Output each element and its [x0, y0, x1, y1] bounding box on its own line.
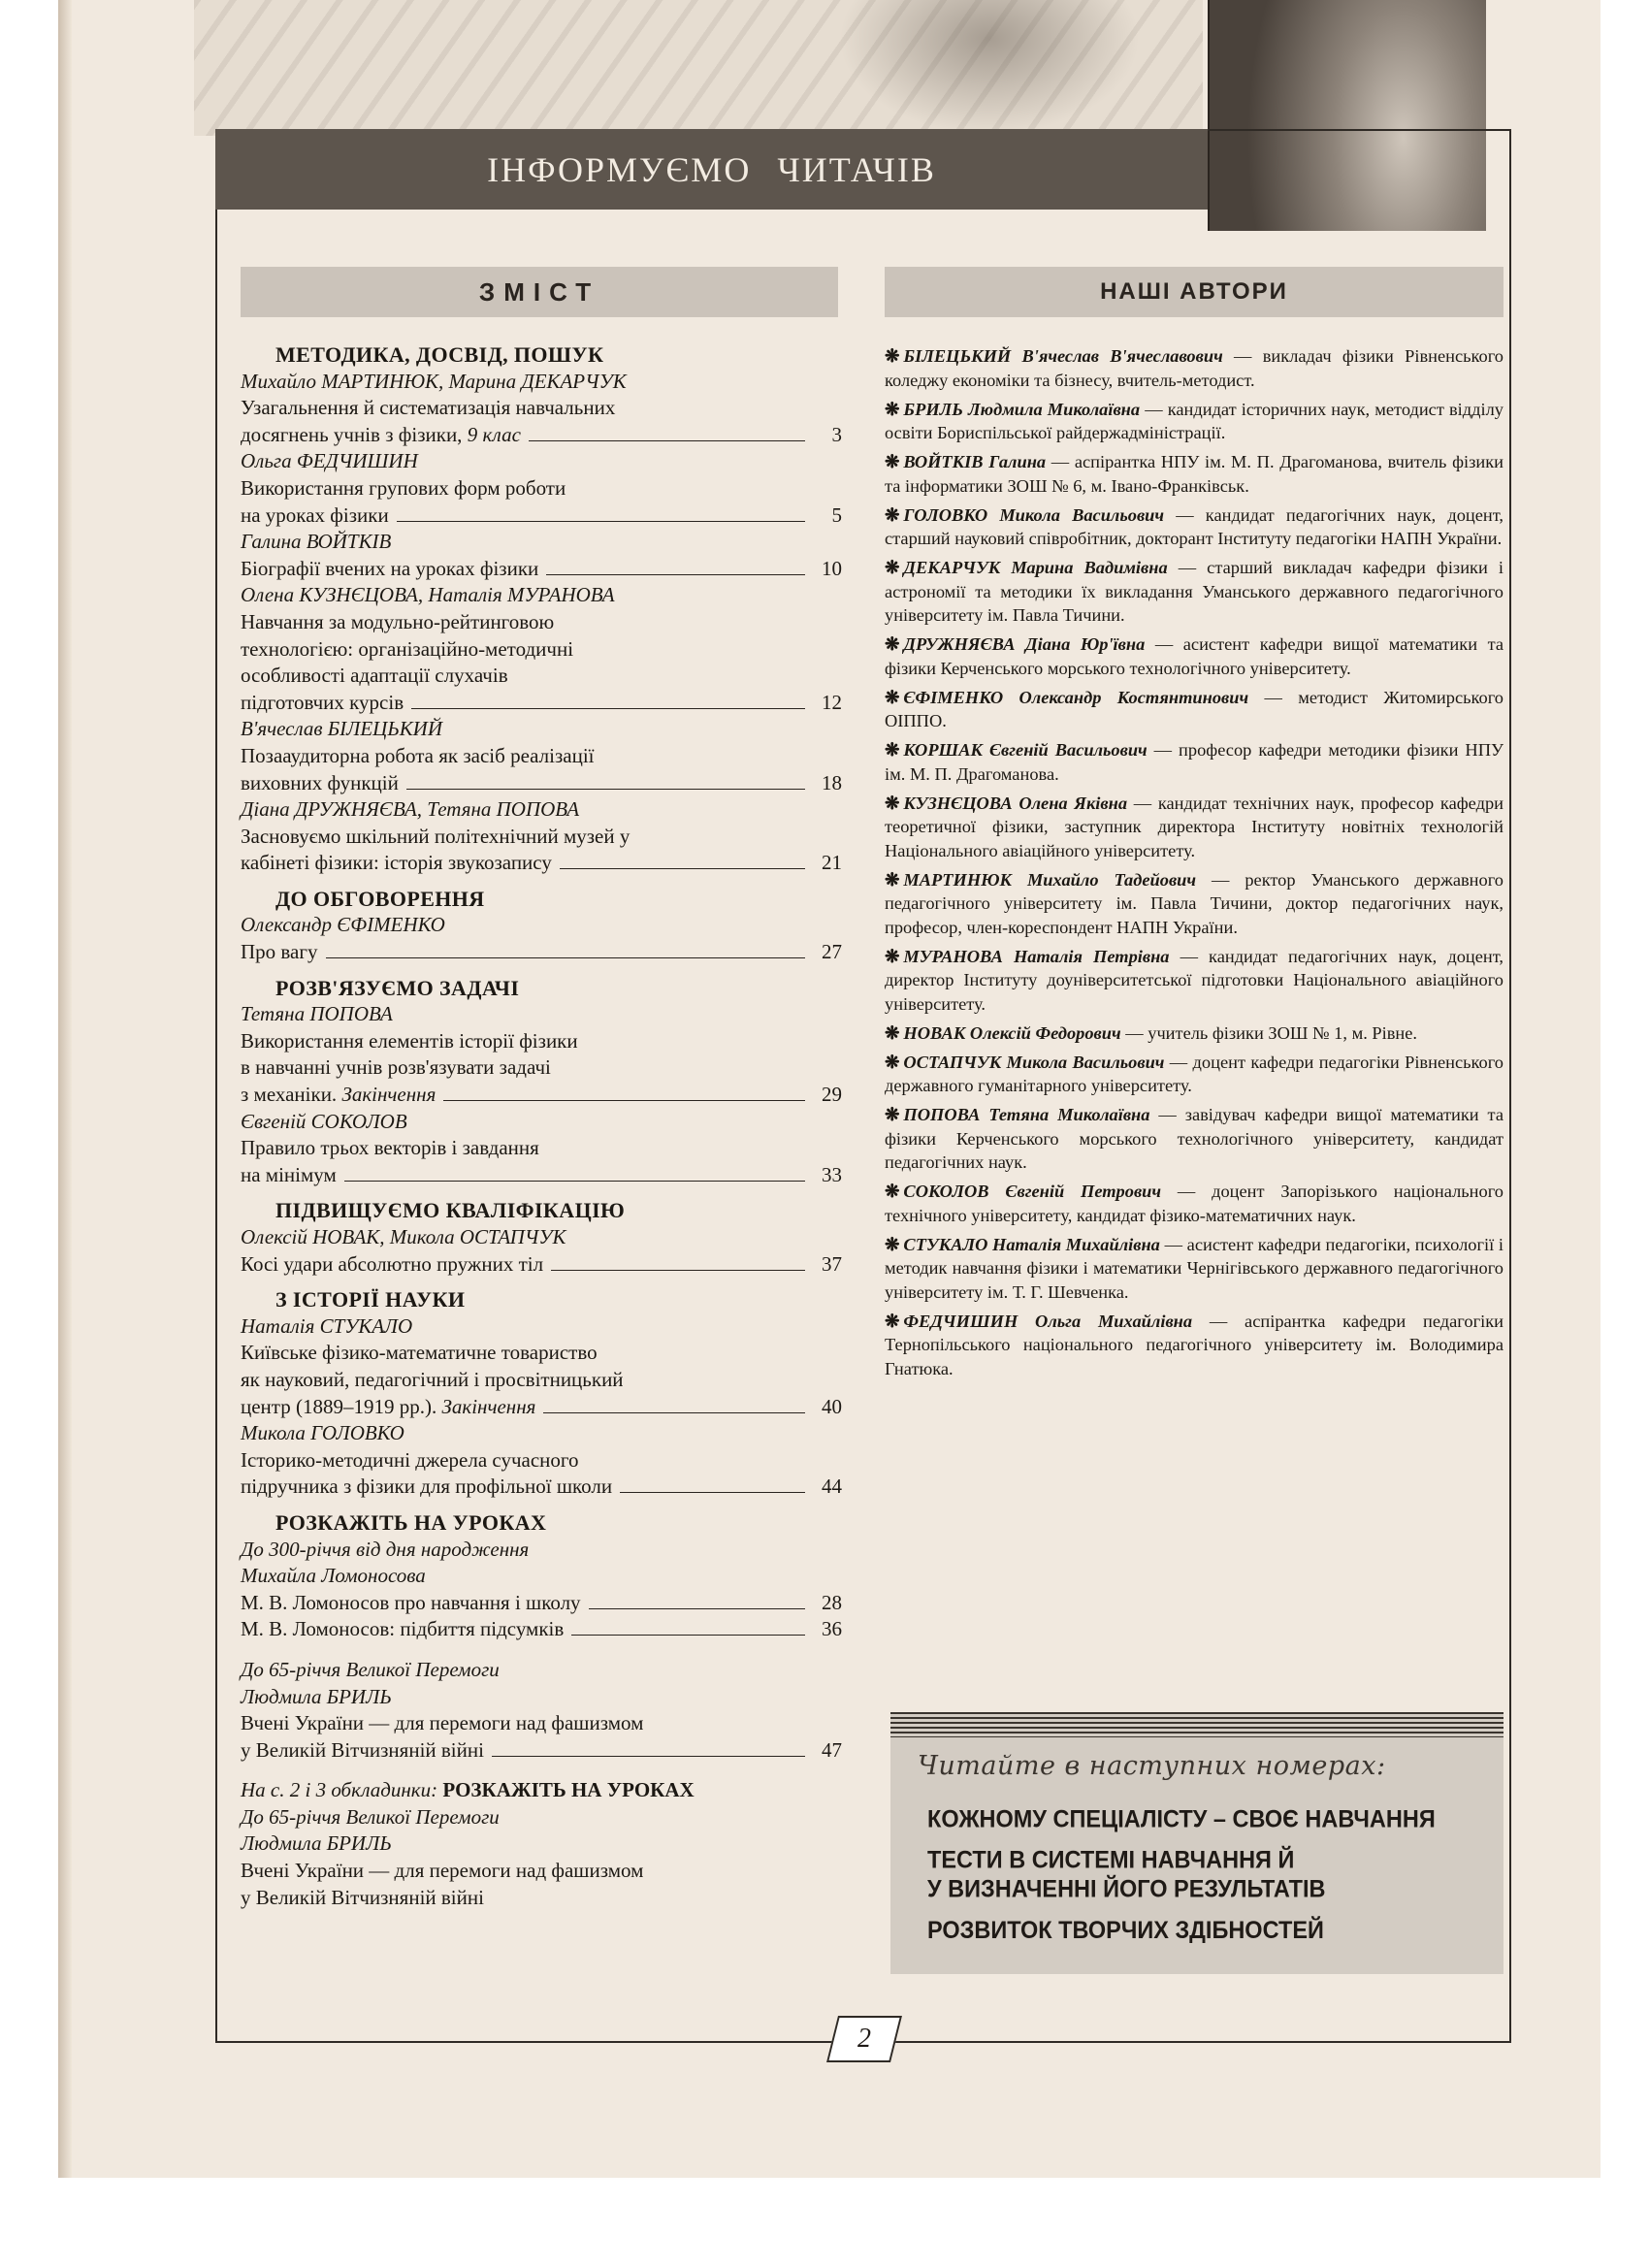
toc-page-number: 40 — [822, 1394, 842, 1418]
toc-author: Михайло МАРТИНЮК, Марина ДЕКАРЧУК — [241, 369, 627, 393]
toc-entry — [241, 1394, 842, 1421]
star-bullet-icon: ❋ — [885, 346, 900, 366]
toc-leader-line — [620, 1474, 805, 1493]
author-description: — викладач фізики Рівненського коледжу економіки та бізнесу, вчитель-методист. — [885, 346, 1504, 390]
author-entry — [885, 1310, 1504, 1381]
toc-entry — [241, 1616, 842, 1643]
star-bullet-icon: ❋ — [885, 1052, 900, 1072]
toc-page-number: 12 — [822, 690, 842, 714]
toc-leader-line — [543, 1395, 805, 1413]
author-entry — [885, 503, 1504, 551]
toc-entry — [241, 422, 842, 449]
star-bullet-icon: ❋ — [885, 558, 900, 577]
toc-page-number: 27 — [822, 940, 842, 964]
author-name: ДЕКАРЧУК Марина Вадимівна — [903, 558, 1168, 577]
star-bullet-icon: ❋ — [885, 687, 900, 707]
author-description: — асистент кафедри вищої математики та фізики Керченського морського технологічного університету. — [885, 634, 1504, 678]
toc-page-number: 3 — [831, 422, 842, 446]
author-name: ОСТАПЧУК Микола Васильович — [903, 1052, 1165, 1072]
toc-entry — [241, 502, 842, 530]
toc-author: Олександр ЄФІМЕНКО — [241, 913, 445, 937]
toc-section-title: ДО ОБГОВОРЕННЯ — [275, 886, 485, 911]
author-description: — методист Житомирського ОІППО. — [885, 687, 1504, 730]
toc-entry-title: М. В. Ломоносов про навчання і школу — [241, 1590, 581, 1614]
toc-leader-line — [411, 691, 805, 709]
toc-author: До 65-річчя Великої Перемоги — [241, 1804, 500, 1829]
toc-author: В'ячеслав БІЛЕЦЬКИЙ — [241, 717, 443, 741]
toc-title-line: Використання елементів історії фізики — [241, 1028, 578, 1053]
toc-leader-line — [529, 423, 805, 441]
next-issue-item: РОЗВИТОК ТВОРЧИХ ЗДІБНОСТЕЙ — [927, 1916, 1324, 1944]
toc-leader-line — [546, 557, 805, 575]
authors-heading: НАШІ АВТОРИ — [1100, 278, 1288, 305]
toc-entry-title: з механіки. — [241, 1083, 338, 1107]
toc-entry-note: Закінчення — [441, 1394, 536, 1418]
author-description: — кандидат педагогічних наук, доцент, директор Інституту доуніверситетської підготовки Національного авіаційного університету. — [885, 946, 1504, 1014]
author-entry — [885, 1180, 1504, 1227]
author-name: БРИЛЬ Людмила Миколаївна — [903, 399, 1141, 419]
toc-entry-title: центр (1889–1919 рр.). — [241, 1394, 437, 1418]
authors-list — [885, 344, 1504, 1386]
author-name: МУРАНОВА Наталія Петрівна — [903, 946, 1170, 966]
toc-spacer — [241, 1643, 842, 1657]
toc-title-line: Засновуємо шкільний політехнічний музей у — [241, 824, 630, 848]
toc-entry-note: Закінчення — [341, 1083, 436, 1107]
toc-entry-note: 9 клас — [467, 422, 521, 446]
header-bar — [215, 129, 1208, 210]
toc-title-line: технологією: організаційно-методичні — [241, 636, 574, 661]
toc-title-line: Використання групових форм роботи — [241, 475, 566, 500]
toc-entry-title: виховних функцій — [241, 770, 399, 794]
toc-cover-note — [241, 1777, 842, 1804]
author-description: — учитель фізики ЗОШ № 1, м. Рівне. — [1120, 1022, 1418, 1043]
toc-leader-line — [406, 771, 805, 790]
toc-leader-line — [397, 503, 805, 522]
toc-page-number: 47 — [822, 1737, 842, 1762]
toc-author: Олена КУЗНЄЦОВА, Наталія МУРАНОВА — [241, 583, 615, 607]
page-title: ІНФОРМУЄМО ЧИТАЧІВ — [487, 149, 936, 189]
toc-title-line: Історико-методичні джерела сучасного — [241, 1447, 579, 1472]
star-bullet-icon: ❋ — [885, 869, 900, 890]
page-number: 2 — [857, 2024, 871, 2054]
star-bullet-icon: ❋ — [885, 1311, 900, 1331]
author-name: СТУКАЛО Наталія Михайлівна — [903, 1234, 1160, 1254]
toc-page-number: 37 — [822, 1251, 842, 1276]
toc-title-line: Узагальнення й систематизація навчальних — [241, 396, 616, 420]
author-name: КОРШАК Євгеній Васильович — [903, 740, 1148, 760]
toc-author: Михайла Ломоносова — [241, 1564, 426, 1588]
toc-author: Євгеній СОКОЛОВ — [241, 1109, 407, 1133]
toc-title-line: Вчені України — для перемоги над фашизмом — [241, 1711, 644, 1735]
toc-section-title: ПІДВИЩУЄМО КВАЛІФІКАЦІЮ — [275, 1198, 626, 1223]
author-name: СОКОЛОВ Євгеній Петрович — [903, 1182, 1162, 1201]
author-name: МАРТИНЮК Михайло Тадейович — [903, 869, 1197, 890]
toc-title-line: як науковий, педагогічний і просвітницький — [241, 1367, 624, 1391]
toc-entry — [241, 1251, 842, 1279]
author-name: БІЛЕЦЬКИЙ В'ячеслав В'ячеславович — [903, 346, 1223, 366]
author-description: — кандидат технічних наук, професор кафедри теоретичної фізики, заступник директора Інституту новітніх технологій Національного авіаційного університету. — [885, 793, 1504, 860]
toc-page-number: 36 — [822, 1617, 842, 1641]
author-description: — кандидат історичних наук, методист відділу освіти Бориспільської райдержадміністрації. — [885, 399, 1504, 442]
author-name: НОВАК Олексій Федорович — [903, 1022, 1121, 1043]
author-entry — [885, 738, 1504, 786]
author-name: ДРУЖНЯЄВА Діана Юр'ївна — [903, 634, 1146, 654]
author-entry — [885, 632, 1504, 680]
next-issue-item: КОЖНОМУ СПЕЦІАЛІСТУ – СВОЄ НАВЧАННЯ — [927, 1805, 1436, 1832]
toc-author: Олексій НОВАК, Микола ОСТАПЧУК — [241, 1225, 566, 1248]
toc-entry — [241, 690, 842, 717]
toc-heading-bar — [241, 267, 838, 317]
toc-entry — [241, 1162, 842, 1189]
toc-title-line: у Великій Вітчизняній війні — [241, 1885, 484, 1909]
toc-entry — [241, 850, 842, 877]
decorative-banner-art — [194, 0, 1203, 136]
toc-title-line: Позааудиторна робота як засіб реалізації — [241, 743, 595, 767]
author-entry — [885, 1021, 1504, 1046]
toc-author: Тетяна ПОПОВА — [241, 1002, 393, 1026]
toc-title-line: Правило трьох векторів і завдання — [241, 1136, 539, 1160]
toc-section-title: РОЗВ'ЯЗУЄМО ЗАДАЧІ — [275, 975, 520, 1000]
star-bullet-icon: ❋ — [885, 793, 900, 813]
toc-entry-title: кабінеті фізики: історія звукозапису — [241, 851, 552, 875]
toc-spacer — [241, 1764, 842, 1777]
star-bullet-icon: ❋ — [885, 740, 900, 760]
star-bullet-icon: ❋ — [885, 1234, 900, 1254]
toc-entry-title: Про вагу — [241, 940, 318, 964]
page-number-badge — [826, 2016, 902, 2062]
author-description: — аспірантка кафедри педагогіки Тернопільського національного педагогічного університету ім. Володимира Гнатюка. — [885, 1311, 1504, 1378]
star-bullet-icon: ❋ — [885, 1022, 900, 1043]
toc-entry-title: підготовчих курсів — [241, 690, 404, 714]
author-description: — асистент кафедри педагогіки, психології і методик навчання фізики і математики Чернігівського державного педагогічного університету ім. Т. Г. Шевченка. — [885, 1234, 1504, 1302]
toc-leader-line — [326, 940, 806, 958]
star-bullet-icon: ❋ — [885, 452, 900, 471]
toc-author: До 300-річчя від дня народження — [241, 1537, 530, 1561]
author-name: ЄФІМЕНКО Олександр Костянтинович — [903, 687, 1249, 707]
toc-cover-note-prefix: На с. 2 і 3 обкладинки: — [241, 1778, 438, 1802]
toc-leader-line — [589, 1591, 805, 1609]
toc-author: Людмила БРИЛЬ — [241, 1831, 392, 1856]
toc-leader-line — [551, 1252, 805, 1271]
author-name: ФЕДЧИШИН Ольга Михайлівна — [903, 1311, 1193, 1331]
toc-leader-line — [492, 1738, 805, 1757]
toc-page-number: 28 — [822, 1590, 842, 1614]
toc-entry-title: підручника з фізики для профільної школи — [241, 1474, 613, 1499]
toc-author: Ольга ФЕДЧИШИН — [241, 449, 418, 473]
author-description: — завідувач кафедри вищої математики та фізики Керченського морського технологічного університету, кандидат педагогічних наук. — [885, 1105, 1504, 1172]
toc-entry — [241, 1474, 842, 1501]
toc-leader-line — [443, 1083, 805, 1101]
toc-page-number: 5 — [831, 502, 842, 527]
next-issue-item: У ВИЗНАЧЕННІ ЙОГО РЕЗУЛЬТАТІВ — [927, 1875, 1326, 1902]
next-issues-items — [927, 1804, 1500, 1957]
table-of-contents — [241, 341, 842, 1911]
star-bullet-icon: ❋ — [885, 1105, 900, 1124]
toc-entry-title: Біографії вчених на уроках фізики — [241, 556, 539, 580]
author-entry — [885, 1103, 1504, 1175]
authors-heading-bar — [885, 267, 1504, 317]
toc-section-title: З ІСТОРІЇ НАУКИ — [275, 1287, 466, 1312]
toc-title-line: Навчання за модульно-рейтинговою — [241, 609, 555, 633]
toc-entry-title: М. В. Ломоносов: підбиття підсумків — [241, 1617, 565, 1641]
toc-page-number: 10 — [822, 556, 842, 580]
next-issues-stripes — [890, 1712, 1504, 1737]
toc-leader-line — [344, 1163, 805, 1182]
page-edge-shadow — [58, 0, 72, 2178]
next-issues-box — [890, 1712, 1504, 1974]
toc-page-number: 18 — [822, 770, 842, 794]
toc-entry-title: на уроках фізики — [241, 502, 389, 527]
author-description: — кандидат педагогічних наук, доцент, старший науковий співробітник, докторант Інституту педагогіки НАПН України. — [885, 504, 1504, 548]
toc-entry-title: на мінімум — [241, 1162, 337, 1186]
toc-entry — [241, 1737, 842, 1765]
author-name: ГОЛОВКО Микола Васильович — [903, 504, 1165, 525]
toc-page-number: 33 — [822, 1162, 842, 1186]
author-description: — доцент Запорізького національного технічного університету, кандидат фізико-математичних наук. — [885, 1182, 1504, 1225]
toc-author: Наталія СТУКАЛО — [241, 1313, 413, 1338]
author-entry — [885, 398, 1504, 445]
author-entry — [885, 686, 1504, 733]
toc-entry — [241, 1082, 842, 1109]
toc-section-title: РОЗКАЖІТЬ НА УРОКАХ — [275, 1509, 547, 1535]
toc-page-number: 29 — [822, 1083, 842, 1107]
toc-entry — [241, 939, 842, 966]
author-name: ПОПОВА Тетяна Миколаївна — [903, 1105, 1150, 1124]
author-entry — [885, 1051, 1504, 1098]
toc-entry — [241, 556, 842, 583]
toc-leader-line — [571, 1617, 805, 1636]
toc-entry — [241, 1590, 842, 1617]
toc-page-number: 21 — [822, 851, 842, 875]
toc-cover-note-section: РОЗКАЖІТЬ НА УРОКАХ — [442, 1778, 695, 1802]
author-entry — [885, 344, 1504, 392]
star-bullet-icon: ❋ — [885, 1182, 900, 1201]
toc-entry — [241, 770, 842, 797]
toc-page-number: 44 — [822, 1474, 842, 1499]
toc-entry-title: у Великій Вітчизняній війні — [241, 1737, 484, 1762]
toc-title-line: Київське фізико-математичне товариство — [241, 1341, 598, 1365]
toc-title-line: Вчені України — для перемоги над фашизмом — [241, 1859, 644, 1883]
toc-section-title: МЕТОДИКА, ДОСВІД, ПОШУК — [275, 342, 604, 367]
star-bullet-icon: ❋ — [885, 634, 900, 654]
toc-title-line: особливості адаптації слухачів — [241, 664, 508, 688]
star-bullet-icon: ❋ — [885, 504, 900, 525]
toc-author: Галина ВОЙТКІВ — [241, 530, 392, 554]
toc-author: Діана ДРУЖНЯЄВА, Тетяна ПОПОВА — [241, 797, 580, 822]
author-name: КУЗНЄЦОВА Олена Яківна — [903, 793, 1128, 813]
toc-title-line: в навчанні учнів розв'язувати задачі — [241, 1055, 551, 1080]
author-description: — доцент кафедри педагогіки Рівненського державного гуманітарного університету. — [885, 1052, 1504, 1095]
author-entry — [885, 868, 1504, 940]
author-name: ВОЙТКІВ Галина — [903, 452, 1047, 471]
author-entry — [885, 556, 1504, 628]
author-description: — аспірантка НПУ ім. М. П. Драгоманова, вчитель фізики та інформатики ЗОШ № 6, м. Івано-Франківськ. — [885, 452, 1504, 496]
star-bullet-icon: ❋ — [885, 946, 900, 966]
author-description: — ректор Уманського державного педагогічного університету ім. Павла Тичини, доктор педагогічних наук, професор, член-кореспондент НАПН України. — [885, 869, 1504, 937]
toc-author: До 65-річчя Великої Перемоги — [241, 1657, 500, 1681]
toc-leader-line — [560, 851, 805, 869]
toc-entry-title: Косі удари абсолютно пружних тіл — [241, 1251, 544, 1276]
toc-heading: ЗМІСТ — [478, 276, 600, 307]
author-entry — [885, 945, 1504, 1017]
next-issues-heading: Читайте в наступних номерах: — [918, 1751, 1386, 1781]
next-issue-item: ТЕСТИ В СИСТЕМІ НАВЧАННЯ Й — [927, 1846, 1295, 1874]
author-description: — професор кафедри методики фізики НПУ ім. М. П. Драгоманова. — [885, 740, 1504, 784]
author-entry — [885, 792, 1504, 863]
star-bullet-icon: ❋ — [885, 399, 900, 419]
author-entry — [885, 450, 1504, 498]
author-entry — [885, 1233, 1504, 1305]
author-description: — старший викладач кафедри фізики і астрономії та методики їх викладання Уманського державного педагогічного університету ім. Павла Тичини. — [885, 558, 1504, 625]
toc-author: Людмила БРИЛЬ — [241, 1684, 392, 1708]
toc-author: Микола ГОЛОВКО — [241, 1421, 404, 1445]
toc-entry-title: досягнень учнів з фізики, — [241, 422, 463, 446]
